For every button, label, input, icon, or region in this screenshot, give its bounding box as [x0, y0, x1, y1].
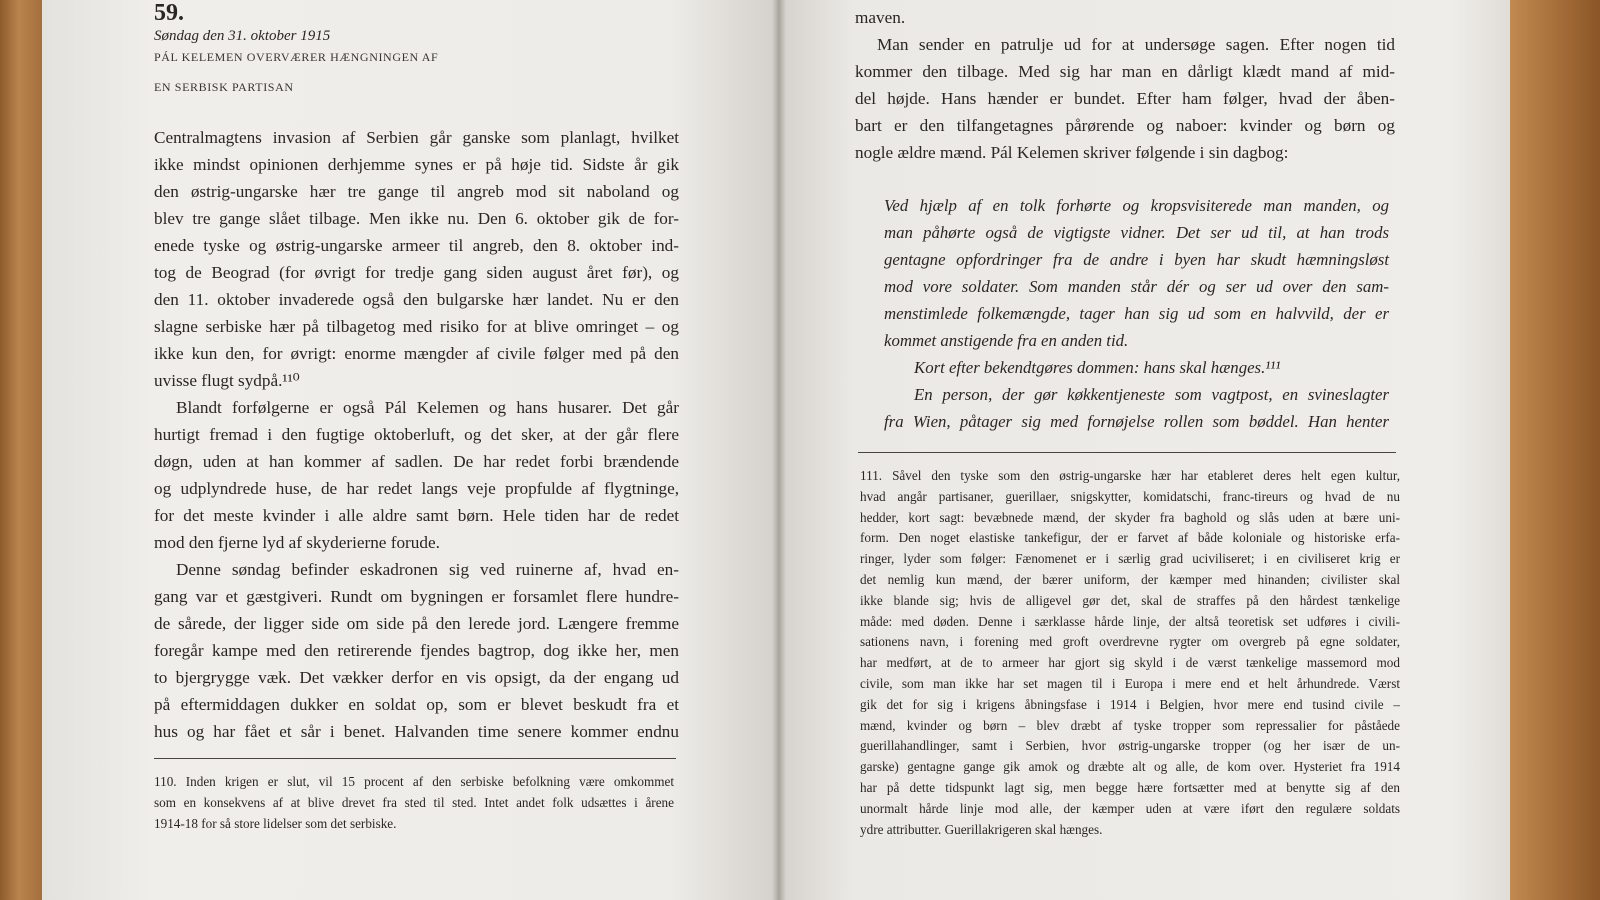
body-text-right	[855, 4, 1395, 166]
body-line: bart er den tilfangetagnes pårørende og naboer: kvinder og børn og	[855, 116, 1395, 135]
footnote-line: hvad angår partisaner, guerillaer, snigskytter, komidatschi, franc-tireurs og hvad de nu	[860, 488, 1400, 504]
footnote-divider	[858, 452, 1396, 453]
body-line: døgn, uden at han kommer af sadlen. De har redet forbi brændende	[154, 452, 679, 471]
right-page	[780, 0, 1510, 900]
footnote-line: guerillahandlinger, samt i Serbien, hvor østrig-ungarske tropper (og her især de un-	[860, 738, 1400, 754]
footnote-line: ikke blande sig; hvis de alligevel gør det, skal de straffes på den hårdest tænkelige	[860, 592, 1400, 608]
body-text-left	[154, 124, 679, 745]
body-line: de sårede, der ligger side om side på den lerede jord. Længere fremme	[154, 614, 679, 633]
footnote-line: 1914-18 for så store lidelser som det serbiske.	[154, 815, 397, 831]
quote-line: man påhørte også de vigtigste vidner. Det ser ud til, at han trods	[884, 223, 1389, 242]
body-line: mod den fjerne lyd af skyderierne forude.	[154, 533, 440, 552]
body-line: Centralmagtens invasion af Serbien går ganske som planlagt, hvilket	[154, 128, 679, 147]
quote-line: kommet anstigende fra en anden tid.	[884, 331, 1129, 350]
footnote-line: hedder, kort sagt: bevæbnede mænd, der skyder fra baghold og slås uden at bære uni-	[860, 509, 1400, 525]
footnote-line: form. Den noget elastiske tankefigur, der er farvet af både koloniale og historiske erfa-	[860, 530, 1400, 546]
chapter-date: Søndag den 31. oktober 1915	[154, 28, 331, 44]
footnote-line: ydre attributter. Guerillakrigeren skal hænges.	[860, 821, 1103, 837]
quote-line: fra Wien, påtager sig med fornøjelse rollen som bøddel. Han henter	[884, 412, 1389, 431]
body-line: to bjergrygge væk. Det vækker derfor en vis opsigt, da der engang ud	[154, 668, 679, 687]
footnote-line: ringer, lyder som følger: Fænomenet er i særlig grad uciviliseret; i en civiliseret krig er	[860, 551, 1400, 567]
body-line: Man sender en patrulje ud for at undersøge sagen. Efter nogen tid	[877, 35, 1395, 54]
footnote-line: har medført, at de to armeer har gjort sig skyld i de værst tænkelige massemord mod	[860, 655, 1400, 671]
quote-line: En person, der gør køkkentjeneste som vagtpost, en svineslagter	[914, 385, 1389, 404]
body-line: blev tre gange slået tilbage. Men ikke nu. Den 6. oktober gik de for-	[154, 209, 679, 228]
footnote-divider	[154, 758, 676, 759]
body-line: gang var et gæstgiveri. Rundt om bygningen er forsamlet flere hundre-	[154, 587, 679, 606]
left-page	[42, 0, 780, 900]
footnote-line: civile, som man ikke har set magen til i Europa i mere end et helt århundrede. Værst	[860, 675, 1400, 691]
body-line: den 11. oktober invaderede også den bulgarske hær landet. Nu er den	[154, 290, 679, 309]
body-line: hus og har fået et sår i benet. Halvanden time senere kommer endnu	[154, 722, 679, 741]
footnote-line: som en konsekvens af at blive drevet fra sted til sted. Intet andet folk udsættes i årene	[154, 794, 674, 810]
footnote-line: mænd, kvinder og børn – blev dræbt af tyske tropper som repressalier for påståede	[860, 717, 1400, 733]
body-line: slagne serbiske hær på tilbagetog med risiko for at blive omringet – og	[154, 317, 679, 336]
footnote-line: har på dette tidspunkt lagt sig, men begge hære fortsætter med at benytte sig af den	[860, 779, 1400, 795]
quote-line: mod vore soldater. Som manden står dér og ser ud over den sam-	[884, 277, 1389, 296]
footnote-line: garske) gentagne gange gik amok og dræbte alt og alle, de kom over. Hysteriet fra 1914	[860, 759, 1400, 775]
body-line: ikke kun den, for øvrigt: enorme mængder af civile følger med på den	[154, 344, 679, 363]
footnote-right	[860, 466, 1400, 840]
footnote-line: 111. Såvel den tyske som den østrig-ungarske hær har etableret deres helt egen kultur,	[860, 468, 1400, 483]
body-line: Blandt forfølgerne er også Pál Kelemen og hans husarer. Det går	[176, 398, 679, 417]
body-line: og udplyndrede huse, de har redet langs veje propfulde af flygtninge,	[154, 479, 679, 498]
body-line: på eftermiddagen dukker en soldat op, som er blevet beskudt fra et	[154, 695, 679, 714]
chapter-heading-line: EN SERBISK PARTISAN	[154, 80, 294, 94]
footnote-line: unormalt hårde linje mod alle, der kæmper uden at være iført den regulære soldats	[860, 800, 1400, 816]
body-line: Denne søndag befinder eskadronen sig ved ruinerne af, hvad en-	[176, 560, 679, 579]
quote-line: menstimlede folkemængde, tager han sig ud som en halvvild, der er	[884, 304, 1389, 323]
book-gutter	[772, 0, 786, 900]
body-line: tog de Beograd (for øvrigt for tredje gang siden august året før), og	[154, 263, 679, 282]
body-line: del højde. Hans hænder er bundet. Efter ham følger, hvad der åben-	[855, 89, 1395, 108]
body-line: ikke mindst opinionen derhjemme synes er på høje tid. Sidste år gik	[154, 155, 679, 174]
footnote-left	[154, 772, 674, 834]
body-line: nogle ældre mænd. Pál Kelemen skriver følgende i sin dagbog:	[855, 143, 1289, 162]
body-line: uvisse flugt sydpå.¹¹⁰	[154, 371, 300, 390]
table-surface-right	[1510, 0, 1600, 900]
body-line: enede tyske og østrig-ungarske armeer til angreb, den 8. oktober ind-	[154, 236, 679, 255]
footnote-line: måde: med døden. Denne i særklasse hårde linje, der altså teoretisk set udføres i civili-	[860, 613, 1400, 629]
table-surface-left	[0, 0, 42, 900]
body-line: maven.	[855, 8, 906, 27]
body-line: for det meste kvinder i alle aldre samt børn. Hele tiden har de redet	[154, 506, 679, 525]
quote-line: Kort efter bekendtgøres dommen: hans skal hænges.¹¹¹	[914, 358, 1281, 377]
diary-quote	[884, 192, 1389, 435]
body-line: hurtigt fremad i den fugtige oktoberluft, og det sker, at der går flere	[154, 425, 679, 444]
chapter-heading-line: PÁL KELEMEN OVERVÆRER HÆNGNINGEN AF	[154, 50, 439, 64]
body-line: den østrig-ungarske hær tre gange til angreb mod sit naboland og	[154, 182, 679, 201]
quote-line: Ved hjælp af en tolk forhørte og kropsvisiterede man manden, og	[884, 196, 1389, 215]
footnote-line: sationens navn, i forening med groft overdrevne rygter om overgreb på egne soldater,	[860, 634, 1400, 650]
footnote-line: gik det for sig i krigens åbningsfase i 1914 i Belgien, hvor mere end tusind civile –	[860, 696, 1400, 712]
footnote-line: det nemlig kun mænd, der bærer uniform, der kæmper med hinanden; civilister skal	[860, 571, 1400, 587]
chapter-number: 59.	[154, 0, 184, 26]
body-line: kommer den tilbage. Med sig har man en dårligt klædt mand af mid-	[855, 62, 1395, 81]
quote-line: gentagne opfordringer fra de andre i byen har skudt hæmningsløst	[884, 250, 1389, 269]
footnote-line: 110. Inden krigen er slut, vil 15 procent af den serbiske befolkning være omkommet	[154, 774, 674, 789]
body-line: foregår kampe med den retirerende fjendes bagtrop, dog ikke her, men	[154, 641, 679, 660]
